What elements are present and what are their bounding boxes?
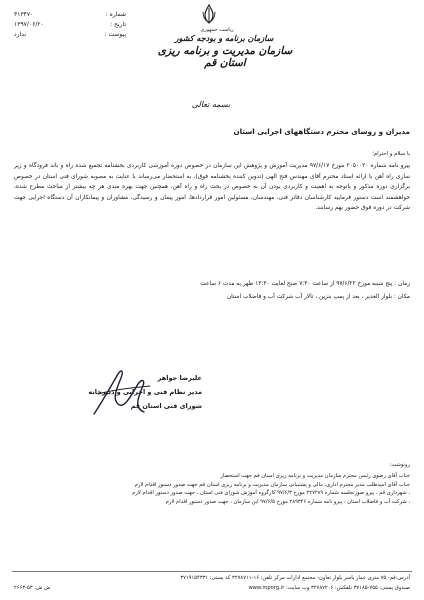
iran-emblem-icon [200, 4, 218, 24]
basmala: بسمه تعالی [191, 100, 231, 109]
signatory-title: مدیر نظام فنی و اجرایی و دبیرخانه [88, 388, 202, 396]
letter-meta-values [14, 10, 59, 40]
letter-date: ۱۳۹۷/۰۶/۲۰ [14, 21, 44, 28]
event-place: مکان : بلوار الغدیر ، بعد از پمپ بنزین ، تالار آب شرکت آب و فاضلاب استان [226, 294, 410, 300]
copy-item: ، شرکت آب و فاضلاب استان ، پیرو نامه شماره ۲۸۹۳۴۶ مورخ ۹۷/۶/۵ این سازمان ، جهت صدور دستور اقدام لازم [165, 498, 410, 505]
date-label: تاریخ : [110, 21, 126, 28]
presidency-label: ریاست جمهوری [200, 27, 234, 33]
addressee: مدیران و روسای محترم دستگاههای اجرایی استان [233, 127, 410, 136]
number-label: شماره : [105, 11, 126, 18]
attachment-label: پیوست : [104, 31, 126, 38]
footer-contact: صندوق پستی: ۷۵۵-۳۷۱۸۵ تلفکس: ۳۲۷۸۷۲۰۶ وب سایت: www.mporg.ir [248, 585, 410, 591]
org-main-title: سازمان مدیریت و برنامه ریزی استان قم [157, 45, 293, 69]
letter-body: پیرو نامه شماره ۲۰۵۰۰۲۰ مورخ ۹۷/۶/۱۷ مدیریت آموزش و پژوهش این سازمان در خصوص دوره آموزشی کاربردی بخشنامه تجمیع شده راه و باند فرودگاه و زیر سازی راه آهن با ارائه استاد محترم آقای مهندس فتح الهی (تدوین کننده بخشنامه فوق)، به استحضار می‌رساند با عنایت به مصوبه شورای فنی استان در خصوص برگزاری دوره مذکور و باتوجه به اهمیت و کاربردی بودن آن به خصوص در بحث راه و راه آهن، همچنین جهت بهره مندی هر چه بیشتر از مباحث مطرح شده، خواهشمند است دستور فرمایید کارشناسان دفاتر فنی، مهندسان، مسئولین امور قراردادها، امور پیمان و رسیدگی، مشاوران و پیمانکاران آن دستگاه اجرایی جهت شرکت در دوره فوق حضور بهم رسانند. [14, 163, 410, 212]
footer-address: آدرس:قم- ۷۵ متری عمار یاسر بلوار تعاون- مجتمع ادارات مرکز تلفن: ۱۶-۳۲۷۸۷۱۱ کد پستی: ۳۷۱۹۱۵۴۳۳۱ [180, 575, 410, 581]
signatory-name: علیرضا جواهر [157, 374, 202, 382]
copies-list [14, 472, 410, 506]
letter-number: ۳۱۳۴۷۰ [14, 11, 34, 18]
greeting: با سلام و احترام؛ [372, 151, 410, 157]
copy-item: ، شهرداری قم ، پیرو صورتجلسه شماره ۲۲۷۲۸۹ مورخ ۹۷/۶/۳ کارگروه آموزش شورای فنی استان ، جهت صدور دستور اقدام لازم [132, 490, 410, 497]
attachment-value: ندارد [14, 31, 27, 38]
org-top-title: سازمان برنامه و بودجه کشور [174, 33, 274, 43]
letter-meta-labels [56, 10, 126, 40]
footer-divider [12, 571, 412, 572]
signatory-title-line2: شورای فنی استان قم [130, 402, 202, 410]
copy-item: جناب آقای رضوی رئیس محترم سازمان مدیریت و برنامه ریزی استان قم جهت استحضار [220, 473, 410, 479]
footer-fax: ش ش: ۵۳-۲۶۶۳ [14, 585, 51, 591]
copy-item: جناب آقای امیدطلب مدیر محترم اداری، مالی و پشتیبانی سازمان مدیریت و برنامه ریزی استان قم جهت صدور دستور اقدام لازم [134, 481, 410, 488]
event-time: زمان : پنج شنبه مورخ ۹۷/۶/۲۲ از ساعت ۷:۳۰ صبح لغایت ۱۳:۳۰ ظهر به مدت ۶ ساعت [200, 281, 410, 287]
copies-heading: رونوشت: [389, 462, 410, 468]
